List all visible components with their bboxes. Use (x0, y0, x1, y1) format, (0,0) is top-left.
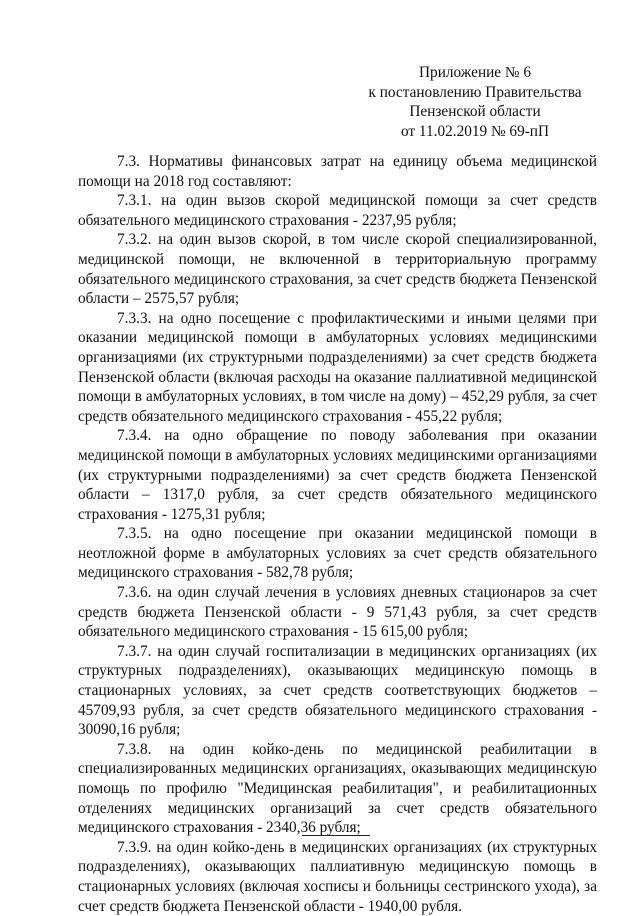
paragraph-7-3: 7.3. Нормативы финансовых затрат на единицу объема медицинской помощи на 2018 год составляют: (78, 153, 597, 190)
paragraph-7-3-8: 7.3.8. на один койко-день по медицинской реабилитации в специализированных медицинских организациях, оказывающих медицинскую помощь по профилю "Медицинская реабилитация", и реабилитационных отделениях медицинских организаций за счет средств обязательного медицинского страхования - 2340,36 рубля; (78, 740, 597, 837)
paragraph-7-3-5: 7.3.5. на одно посещение при оказании медицинской помощи в неотложной форме в амбулаторных условиях за счет средств обязательного медицинского страхования - 582,78 рубля; (78, 525, 597, 582)
resolution-reference: к постановлению Правительства (368, 83, 582, 101)
appendix-header (330, 63, 620, 141)
paragraph-7-3-4: 7.3.4. на одно обращение по поводу заболевания при оказании медицинской помощи в амбулаторных условиях медицинскими организациями (их структурными подразделениями) за счет средств бюджета Пензенской области – 1317,0 рубля, за счет средств обязательного медицинского страхования - 1275,31 рубля; (78, 427, 597, 523)
paragraph-7-3-1: 7.3.1. на один вызов скорой медицинской помощи за счет средств обязательного медицинского страхования - 2237,95 рубля; (78, 192, 597, 229)
closing-divider (302, 835, 370, 836)
paragraph-7-3-3: 7.3.3. на одно посещение с профилактическими и иными целями при оказании медицинской помощи в амбулаторных условиях медицинскими организациями (их структурными подразделениями) за счет средств бюджета Пензенской области (включая расходы на оказание паллиативной медицинской помощи в амбулаторных условиях, в том числе на дому) – 452,29 рубля, за счет средств обязательного медицинского страхования - 455,22 рубля; (78, 309, 597, 425)
region-name: Пензенской области (409, 103, 541, 120)
paragraph-7-3-6: 7.3.6. на один случай лечения в условиях дневных стационаров за счет средств бюджета Пензенской области - 9 571,43 рубля, за счет средств обязательного медицинского страхования - 15 615,00 рубля; (78, 584, 597, 641)
paragraph-7-3-9: 7.3.9. на один койко-день в медицинских организациях (их структурных подразделениях), оказывающих паллиативную медицинскую помощь в стационарных условиях (включая хосписы и больницы сестринского ухода), за счет средств бюджета Пензенской области - 1940,00 рубля. (78, 838, 597, 915)
resolution-date: от 11.02.2019 № 69-пП (400, 122, 550, 140)
paragraph-7-3-7: 7.3.7. на один случай госпитализации в медицинских организациях (их структурных подразделениях), оказывающих медицинскую помощь в стационарных условиях, за счет средств соответствующих бюджетов – 45709,93 рубля, за счет средств обязательного медицинского страхования - 30090,16 рубля; (78, 642, 597, 739)
appendix-number: Приложение № 6 (419, 64, 531, 81)
document-body (78, 152, 597, 916)
paragraph-7-3-2: 7.3.2. на один вызов скорой, в том числе скорой специализированной, медицинской помощи, не включенной в территориальную программу обязательного медицинского страхования, за счет средств бюджета Пензенской области – 2575,57 рубля; (78, 231, 597, 308)
